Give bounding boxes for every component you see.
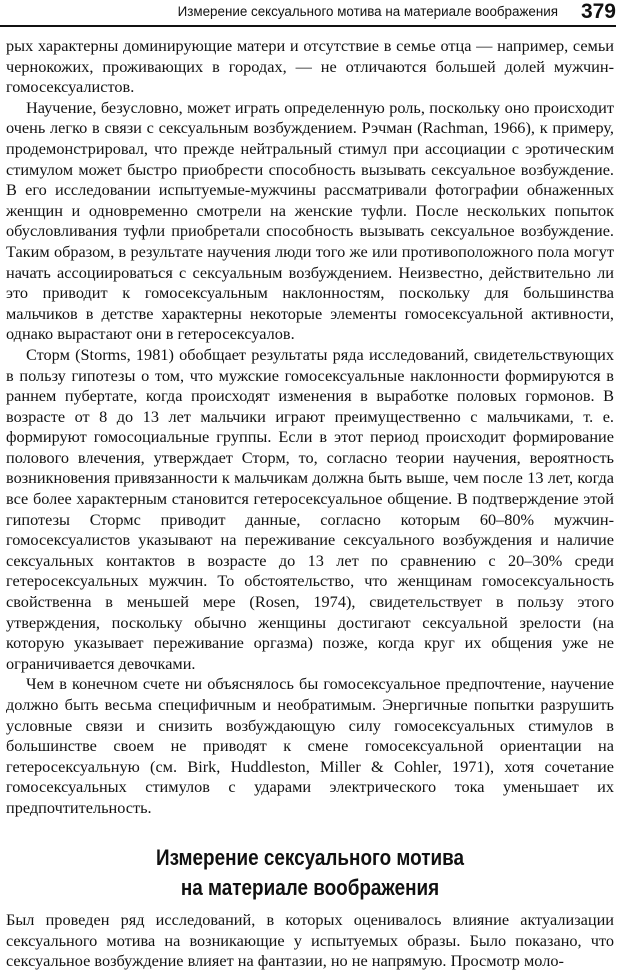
section-heading-line-2: на материале воображения: [180, 875, 440, 900]
body-text: [6, 36, 614, 819]
running-title: Измерение сексуального мотива на материале воображения: [177, 4, 558, 19]
paragraph-conclusion: Чем в конечном счете ни объяснялось бы гомосексуальное предпочтение, научение должно быть весьма специфичным и необратимым. Энергичные попытки разрушить условные связи и снизить возбуждающую силу гомосексуальных стимулов в большинстве своем не приводят к смене гомосексуальной ориентации на гетеросексуальную (см. Birk, Huddleston, Miller & Cohler, 1971), хотя сочетание гомосексуальных стимулов с ударами электрического тока уменьшает их предпочтительность.: [6, 674, 614, 817]
header-rule: [0, 25, 616, 27]
paragraph-continued: рых характерны доминирующие матери и отсутствие в семье отца — например, семьи чернокожих, проживающих в городах, — не отличаются большей долей мужчин-гомосексуалистов.: [6, 36, 614, 97]
running-head: [0, 0, 620, 30]
page-number: 379: [580, 0, 616, 23]
section-first-paragraph: Был проведен ряд исследований, в которых оценивалось влияние актуализации сексуального мотива на возникающие у испытуемых образы. Было показано, что сексуальное возбуждение влияет на фантазии, но не напрямую. Просмотр моло-: [6, 910, 614, 971]
paragraph-learning: Научение, безусловно, может играть определенную роль, поскольку оно происходит очень легко в связи с сексуальным возбуждением. Рэчман (Rachman, 1966), к примеру, продемонстрировал, что прежде нейтральный стимул при ассоциации с эротическим стимулом может быстро приобрести способность вызывать сексуальное возбуждение. В его исследовании испытуемые-мужчины рассматривали фотографии обнаженных женщин и одновременно смотрели на женские туфли. После нескольких попыток обусловливания туфли приобретали способность вызывать сексуальное возбуждение. Таким образом, в результате научения люди того же или противоположного пола могут начать ассоциироваться с сексуальным возбуждением. Неизвестно, действительно ли это приводит к гомосексуальным наклонностям, поскольку для большинства мальчиков в детстве характерны некоторые элементы гомосексуальной активности, однако вырастают они в гетеросексуалов.: [6, 97, 614, 344]
paragraph-storms: Сторм (Storms, 1981) обобщает результаты ряда исследований, свидетельствующих в пользу гипотезы о том, что мужские гомосексуальные наклонности формируются в раннем пубертате, когда происходят изменения в выработке половых гормонов. В возрасте от 8 до 13 лет мальчики играют преимущественно с мальчиками, т. е. формируют гомосоциальные группы. Если в этот период происходит формирование полового влечения, утверждает Сторм, то, согласно теории научения, вероятность возникновения привязанности к мальчикам должна быть выше, чем после 13 лет, когда все более характерным становится гетеросексуальное общение. В подтверждение этой гипотезы Стормс приводит данные, согласно которым 60–80% мужчин-гомосексуалистов указывают на переживание сексуального возбуждения и наличие сексуальных контактов в возрасте до 13 лет по сравнению с 20–30% среди гетеросексуальных мужчин. То обстоятельство, что женщинам гомосексуальность свойственна в меньшей мере (Rosen, 1974), свидетельствует в пользу этого утверждения, поскольку обычно женщины достигают сексуальной зрелости (на которую указывает переживание оргазма) позже, когда круг их общения уже не ограничивается девочками.: [6, 344, 614, 673]
section-body: [6, 910, 614, 972]
section-heading-line-1: Измерение сексуального мотива: [156, 845, 464, 870]
section-heading: [50, 843, 571, 903]
